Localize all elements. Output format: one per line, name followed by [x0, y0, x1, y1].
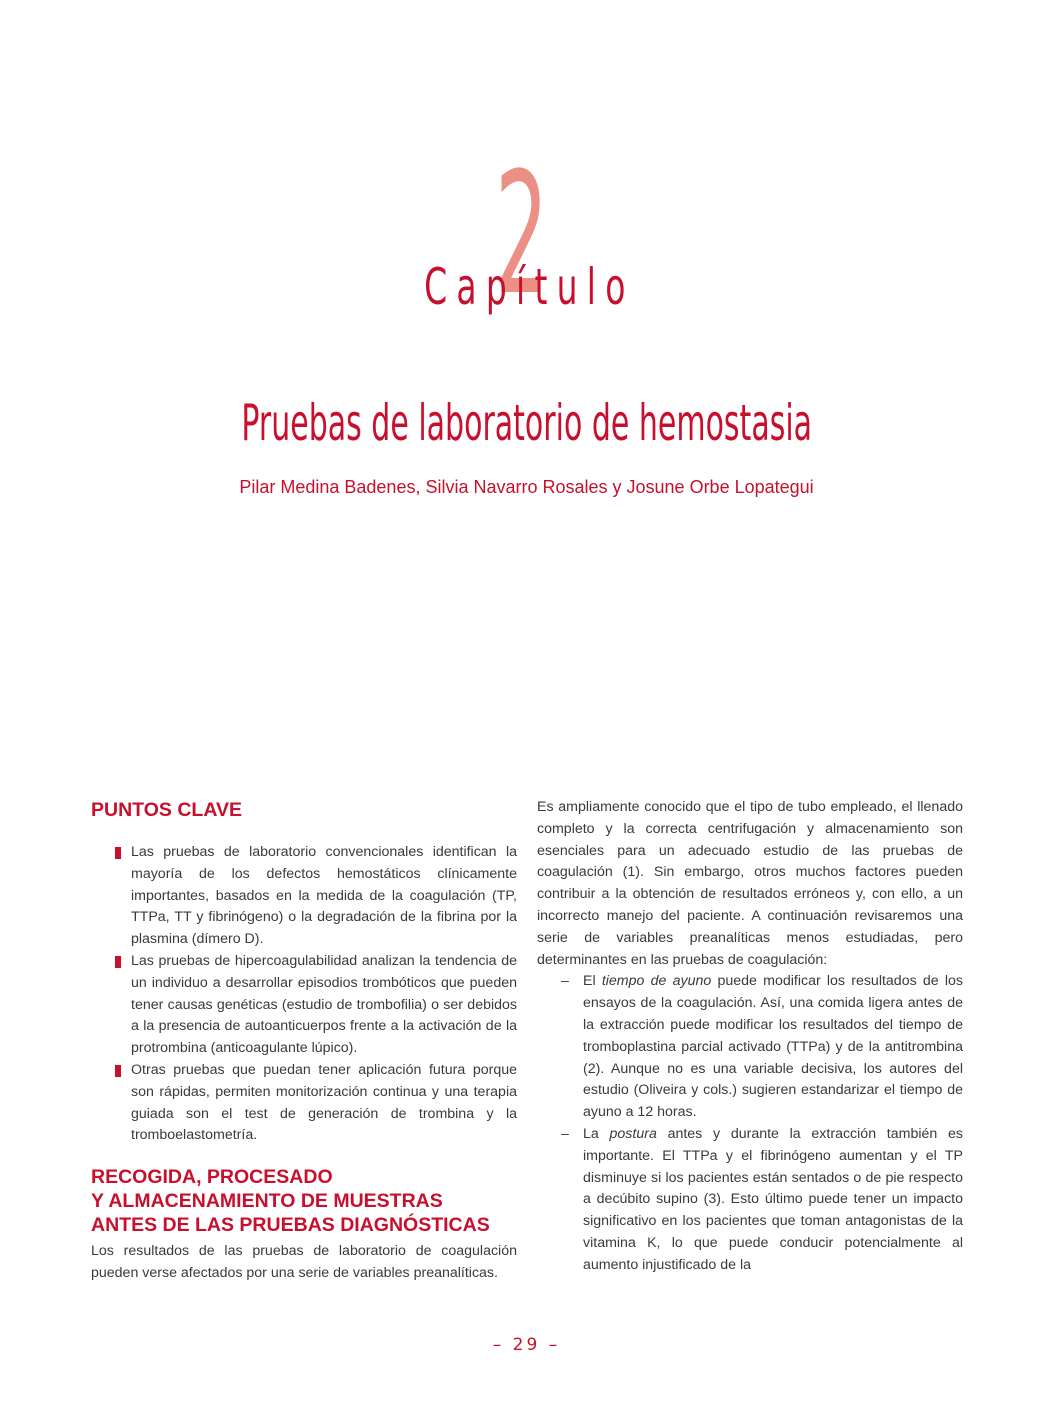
body-paragraph: Es ampliamente conocido que el tipo de tubo empleado, el llenado completo y la correcta centrifugación y almacenamiento son esenciales para un adecuado estudio de las pruebas de coagulación (1). Sin embargo, otros muchos factores pueden contribuir a la obtención de resultados erróneos y, con ello, a un incorrecto manejo del paciente. A continuación revisaremos una serie de variables preanalíticas menos estudiadas, pero determinantes en las pruebas de coagulación:	[537, 799, 963, 968]
key-point-text: Las pruebas de laboratorio convencionales identifican la mayoría de los defectos hemostáticos clínicamente importantes, basados en la medida de la coagulación (TP, TTPa, TT y fibrinógeno) o la degradación de la fibrina por la plasmina (dímero D).	[131, 844, 517, 948]
section-heading-line: RECOGIDA, PROCESADO	[91, 1166, 333, 1189]
item-text: antes y durante la extracción también es importante. El TTPa y el fibrinógeno aumentan y el TP disminuye si los pacientes están sentados o de pie respecto a decúbito supino (3). Esto último puede tener un impacto significativo en los pacientes que toman antagonistas de la vitamina K, lo que puede conducir potencialmente al aumento injustificado de la	[583, 1125, 963, 1273]
key-points-list	[91, 842, 517, 1147]
list-item	[537, 971, 963, 1124]
key-point-text: Las pruebas de hipercoagulabilidad analizan la tendencia de un individuo a desarrollar episodios trombóticos que pueden tener causas genéticas (estudio de trombofilia) o ser debidos a la presencia de autoanticuerpos frente a la activación de la protrombina (anticoagulante lúpico).	[131, 952, 517, 1057]
bullet-marker-icon	[115, 956, 121, 968]
key-point-item	[91, 1060, 517, 1147]
bullet-marker-icon	[115, 847, 121, 859]
section-paragraph: Los resultados de las pruebas de laboratorio de coagulación pueden verse afectados por una serie de variables preanalíticas.	[91, 1243, 517, 1281]
item-text: La	[583, 1125, 610, 1142]
chapter-title: Pruebas de laboratorio de hemostasia	[241, 394, 813, 452]
dash-marker: –	[561, 973, 569, 990]
section-heading-line: ANTES DE LAS PRUEBAS DIAGNÓSTICAS	[91, 1214, 490, 1237]
item-text: El	[583, 973, 602, 990]
list-item	[537, 1124, 963, 1277]
key-point-item	[91, 842, 517, 951]
left-column	[91, 798, 517, 1285]
item-emphasis: tiempo de ayuno	[601, 973, 712, 990]
variables-list	[537, 971, 963, 1276]
right-column	[537, 797, 963, 1277]
chapter-number: 2	[495, 136, 549, 332]
section-heading	[91, 1165, 517, 1237]
section-heading-line: Y ALMACENAMIENTO DE MUESTRAS	[91, 1190, 443, 1213]
item-emphasis: postura	[609, 1125, 657, 1142]
dash-marker: –	[561, 1125, 569, 1142]
bullet-marker-icon	[115, 1065, 121, 1077]
chapter-label: Capítulo	[424, 258, 635, 316]
key-point-text: Otras pruebas que puedan tener aplicación futura porque son rápidas, permiten monitorización continua y una terapia guiada son el test de generación de trombina y la tromboelastometría.	[131, 1061, 517, 1144]
page-number: – 29 –	[492, 1335, 561, 1355]
chapter-authors: Pilar Medina Badenes, Silvia Navarro Rosales y Josune Orbe Lopategui	[239, 477, 814, 497]
item-text: puede modificar los resultados de los ensayos de la coagulación. Así, una comida ligera antes de la extracción puede modificar los resultados del tiempo de tromboplastina parcial activado (TTPa) y de la antitrombina (2). Aunque no es una variable decisiva, los autores del estudio (Oliveira y cols.) sugieren estandarizar el tiempo de ayuno a 12 horas.	[583, 973, 964, 1121]
key-points-heading: PUNTOS CLAVE	[91, 799, 242, 821]
key-point-item	[91, 951, 517, 1060]
